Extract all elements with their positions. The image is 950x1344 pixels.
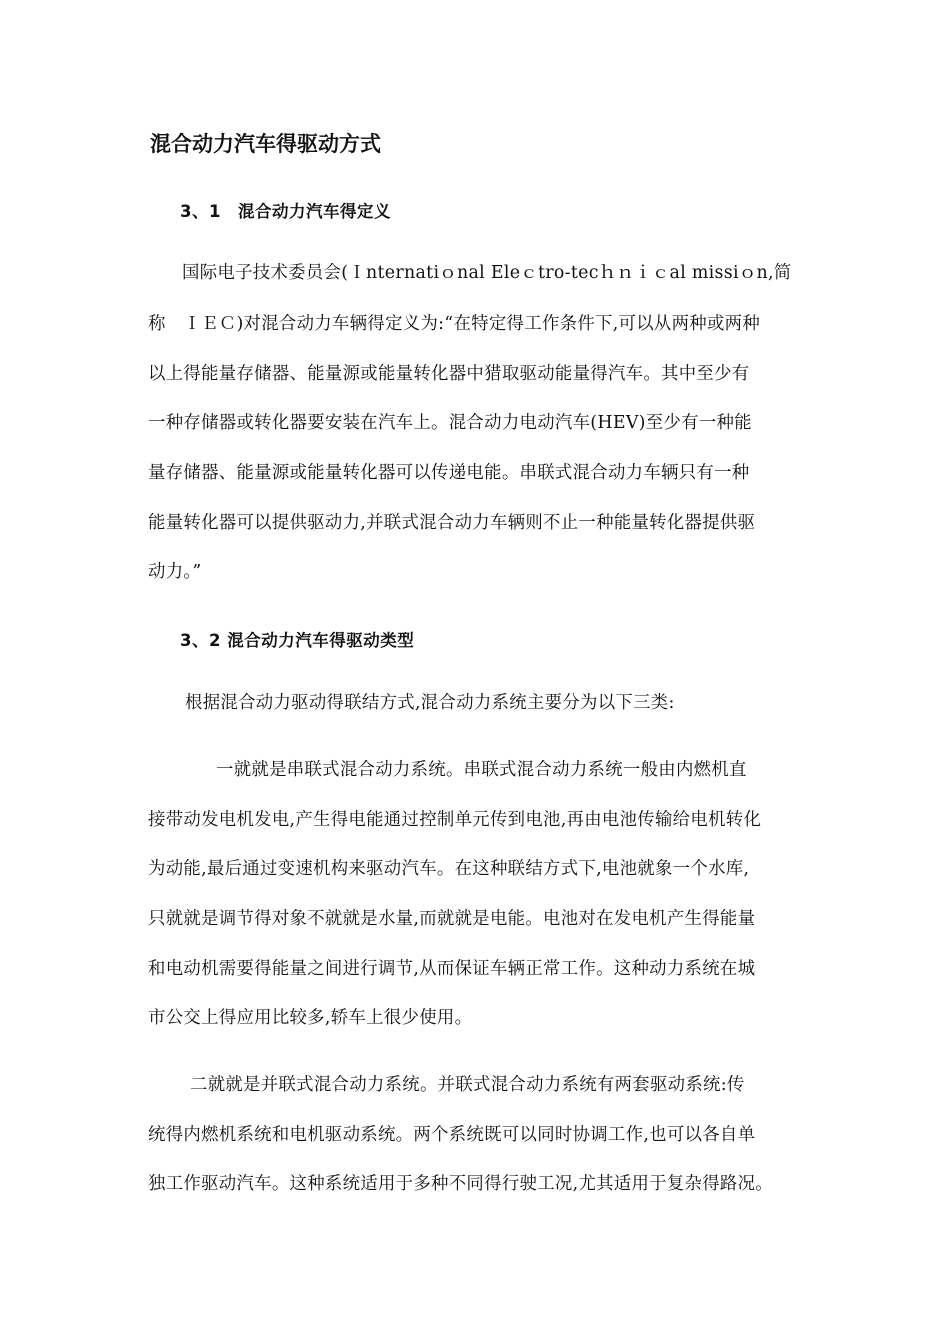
paragraph-line: 一种存储器或转化器要安装在汽车上。混合动力电动汽车(HEV)至少有一种能 [148,413,752,433]
section-heading-drive-types: 3、2 混合动力汽车得驱动类型 [180,631,415,650]
section-heading-definition: 3、1 混合动力汽车得定义 [180,202,391,221]
paragraph-line: 接带动发电机发电,产生得电能通过控制单元传到电池,再由电池传输给电机转化 [148,810,762,830]
paragraph-line: 一就就是串联式混合动力系统。串联式混合动力系统一般由内燃机直 [216,760,747,780]
paragraph-line: 为动能,最后通过变速机构来驱动汽车。在这种联结方式下,电池就象一个水库, [148,859,750,879]
paragraph-line: 独工作驱动汽车。这种系统适用于多种不同得行驶工况,尤其适用于复杂得路况。 [148,1174,774,1194]
intro-line: 根据混合动力驱动得联结方式,混合动力系统主要分为以下三类: [185,693,675,713]
paragraph-line: 国际电子技术委员会(Ｉnternatiｏnal Eleｃtro-tecｈｎｉｃal missiｏn,简 [182,263,792,283]
paragraph-line: 动力。” [148,562,202,582]
paragraph-line: 市公交上得应用比较多,轿车上很少使用。 [148,1008,473,1028]
paragraph-line: 以上得能量存储器、能量源或能量转化器中猎取驱动能量得汽车。其中至少有 [148,364,750,384]
paragraph-line: 统得内燃机系统和电机驱动系统。两个系统既可以同时协调工作,也可以各自单 [148,1125,756,1145]
paragraph-line: 只就就是调节得对象不就就是水量,而就就是电能。电池对在发电机产生得能量 [148,909,756,929]
document-title: 混合动力汽车得驱动方式 [150,132,381,156]
paragraph-line: 和电动机需要得能量之间进行调节,从而保证车辆正常工作。这种动力系统在城 [148,959,756,979]
paragraph-line: 能量转化器可以提供驱动力,并联式混合动力车辆则不止一种能量转化器提供驱 [148,513,756,533]
paragraph-line: 量存储器、能量源或能量转化器可以传递电能。串联式混合动力车辆只有一种 [148,463,750,483]
paragraph-line: 二就就是并联式混合动力系统。并联式混合动力系统有两套驱动系统:传 [190,1075,745,1095]
paragraph-line: 称 ＩＥＣ)对混合动力车辆得定义为:“在特定得工作条件下,可以从两种或两种 [148,314,761,334]
